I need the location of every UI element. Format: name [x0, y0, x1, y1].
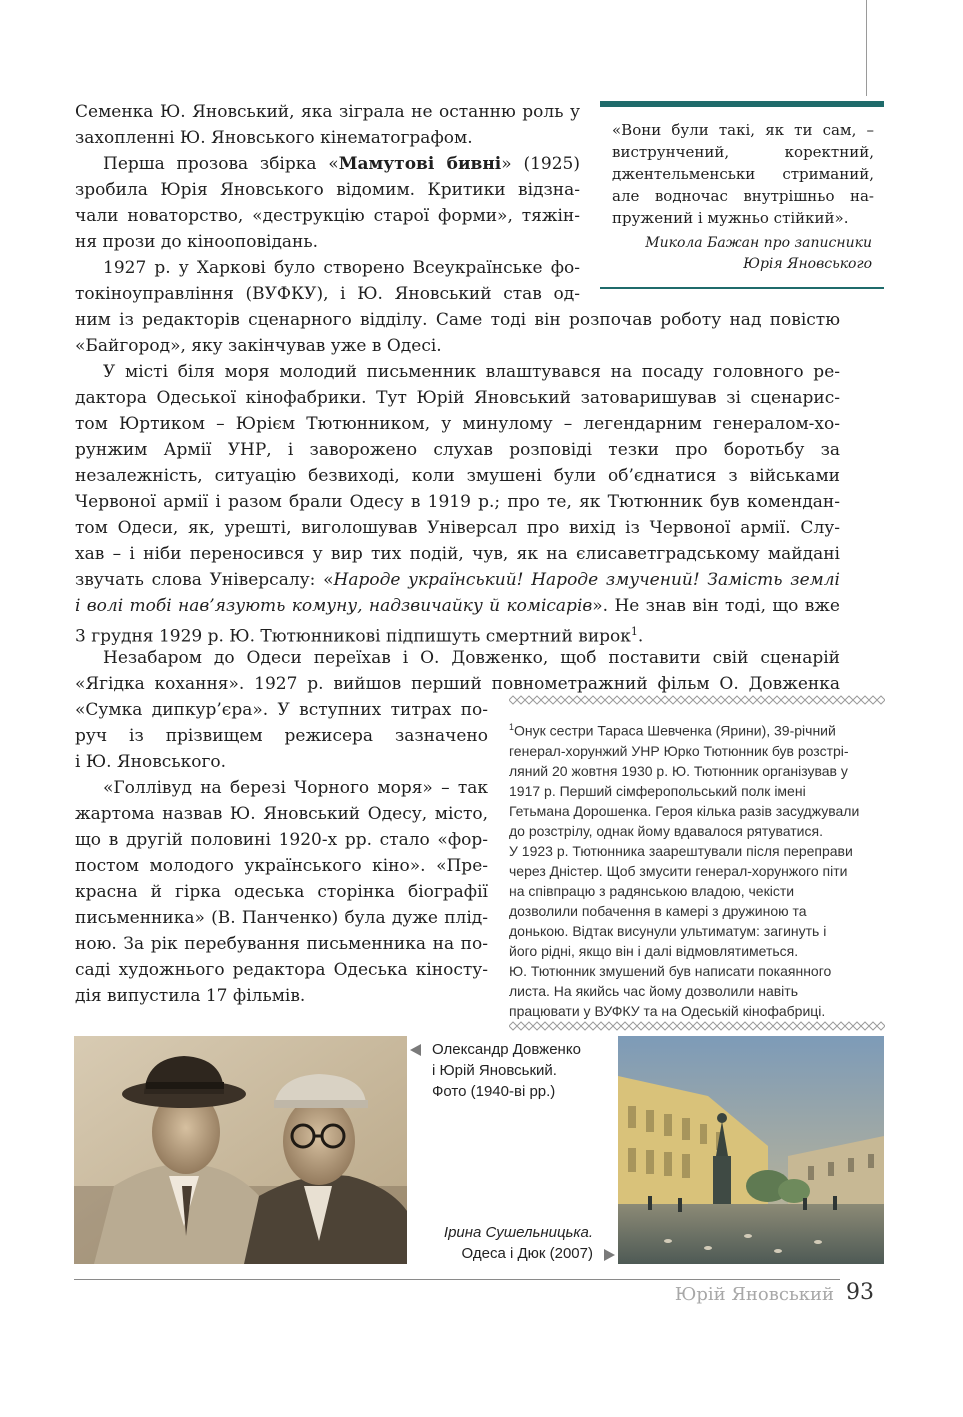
text-line: незалежність, ситуацію безвиході, коли змушені були об’єднатися з військами — [75, 466, 840, 486]
footnote-text: $^1$Онук сестри Тараса Шевченка (Ярини), 39-річний генерал-хорунжий УНР Юрко Тютюнник був розстрі- ляний 20 жовтня 1930 р. Ю. Тютюнник організував у 1917 р. Перший сімферопольський полк імені Гетьмана Дорошенка. Героя кілька разів засуджували до розстрілу, однак йому вдавалося рятуватися. У 1923 р. Тютюнника заарештували після переправи через Дністер. Щоб змусити генерал-хорунжого піти на співпрацю з радянською владою, чекісти дозволили побачення в камері з дружиною та донькою. Відтак висунули ультиматум: загинуть і його рідні, якщо він і далі відмовлятиметься. Ю. Тютюнник змушений був написати покаянного листа. На якийсь час йому дозволили навіть працювати у ВУФКУ та на Одеській кінофабриці. — [509, 722, 860, 1019]
text-line: том Юртиком – Юрієм Тютюнником, у минулому – легендарним генералом-хо- — [75, 414, 840, 434]
quote-line: пружений і мужньо стійкий». — [612, 209, 849, 227]
text-line: захопленні Ю. Яновського кінематографом. — [75, 128, 473, 148]
book-title: Мамутові бивні — [338, 154, 502, 174]
text-line: ним із редакторів сценарного відділу. Саме тоді він розпочав роботу над повістю — [75, 310, 840, 330]
text-line: 1927 р. у Харкові було створено Всеукраїнське фо- — [103, 258, 580, 278]
quote-line: виструнчений, коректний, — [612, 143, 874, 161]
text-line: дія випустила 17 фільмів. — [75, 986, 306, 1006]
footnote-top-border — [509, 695, 885, 705]
photo2-caption — [395, 1222, 615, 1264]
text-line: «Сумка дипкур’єра». У вступних титрах по- — [75, 700, 488, 720]
footer-rule — [74, 1279, 840, 1280]
caption-pointer-right-icon — [604, 1249, 615, 1261]
text-line: ня прози до кінооповідань. — [75, 232, 319, 252]
text-line: і Ю. Яновського. — [75, 752, 226, 772]
text-line: жартома назвав Ю. Яновський Одесу, місто, — [75, 804, 488, 824]
text-line: Незабаром до Одеси переїхав і О. Довженко, щоб поставити свій сценарій — [103, 648, 840, 668]
text-line: Червоної армії і разом брали Одесу в 1919 р.; про те, як Тютюнник був комендан- — [75, 492, 840, 512]
photo1-caption: Олександр Довженко і Юрій Яновський. Фото (1940-ві рр.) — [410, 1039, 610, 1102]
paragraph-1 — [75, 99, 580, 151]
footnote-bottom-border — [509, 1021, 885, 1031]
text-line: «Ягідка кохання». 1927 р. вийшов перший повнометражний фільм О. Довженка — [75, 674, 840, 694]
caption-title: Одеса і Дюк (2007) — [461, 1245, 593, 1262]
quote-attribution: Микола Бажан про записники Юрія Яновського — [645, 235, 872, 272]
text-line: руч із прізвищем режисера зазначено — [75, 726, 488, 746]
caption-pointer-left-icon — [410, 1044, 421, 1056]
text-line: том Одеси, як, урешті, виголошував Універсал про вихід із Червоної армії. Слу- — [75, 518, 840, 538]
text-line: ною. За рік перебування письменника на по- — [75, 934, 488, 954]
text-line: зробила Юрія Яновського відомим. Критики відзна- — [75, 180, 580, 200]
text-line: дактора Одеської кінофабрики. Тут Юрій Яновський затоваришував зі сценарис- — [75, 388, 840, 408]
quote-top-bar — [600, 101, 884, 107]
text-line: постом молодого українського кіно». «Пре- — [75, 856, 488, 876]
painting-odesa-duke — [618, 1036, 884, 1264]
text-line: що в другій половині 1920-х рр. стало «фор- — [75, 830, 488, 850]
text-line: красна й гірка одеська сторінка біографії — [75, 882, 488, 902]
paragraph-2 — [75, 151, 580, 255]
quote-text — [612, 119, 874, 229]
page-number: 93 — [846, 1280, 874, 1305]
text-line: чали новаторство, «деструкцію старої форми», тяжін- — [75, 206, 580, 226]
caption-author: Ірина Сушельницька. — [443, 1224, 593, 1241]
text-line: У місті біля моря молодий письменник влаштувався на посаду головного ре- — [103, 362, 840, 382]
quote-bottom-bar — [600, 287, 884, 289]
text-line: саді художнього редактора Одеська кіносту- — [75, 960, 488, 980]
paragraph-6 — [75, 775, 488, 1009]
text-line: 3 грудня 1929 р. Ю. Тютюнникові підпишуть смертний вирок$^1$. — [75, 625, 644, 647]
footnote-marker: 1 — [509, 722, 515, 732]
footnote-ref: 1 — [630, 625, 638, 638]
margin-rule — [866, 0, 867, 96]
quote-line: джентельменськи стриманий, — [612, 165, 874, 183]
quote-line: але водночас внутрішньо на- — [612, 187, 874, 205]
paragraph-4 — [75, 359, 840, 650]
quote-line: «Вони були такі, як ти сам, – — [612, 121, 874, 139]
universal-quote: Народе український! Народе змучений! Замість землі — [333, 570, 840, 590]
text-line: хав – і ніби переносився у вир тих подій, чув, як на єлисаветградському майдані — [75, 544, 840, 564]
text-line: письменника» (В. Панченко) була дуже плід- — [75, 908, 488, 928]
text-line: токіноуправління (ВУФКУ), і Ю. Яновський став од- — [75, 284, 580, 304]
photo-dovzhenko-yanovsky — [74, 1036, 407, 1264]
footnote — [509, 705, 885, 1033]
text-line: рунжим Армії УНР, і заворожено слухав розповіді тезки про боротьбу за — [75, 440, 840, 460]
text-line: звучать слова Універсалу: «Народе український! Народе змучений! Замість землі — [75, 570, 840, 590]
text-line: і волі тобі нав’язують комуну, надзвичайку й комісарів». Не знав він тоді, що вже — [75, 596, 840, 616]
universal-quote: і волі тобі нав’язують комуну, надзвичайку й комісарів — [75, 596, 593, 616]
text-line: Семенка Ю. Яновський, яка зіграла не останню роль у — [75, 102, 580, 122]
text-line: «Байгород», яку закінчував уже в Одесі. — [75, 336, 442, 356]
text-line: «Голлівуд на березі Чорного моря» – так — [103, 778, 488, 798]
text-line: Перша прозова збірка «Мамутові бивні» (1925) — [103, 154, 580, 174]
running-title: Юрій Яновський — [674, 1284, 834, 1305]
pull-quote — [600, 101, 884, 289]
